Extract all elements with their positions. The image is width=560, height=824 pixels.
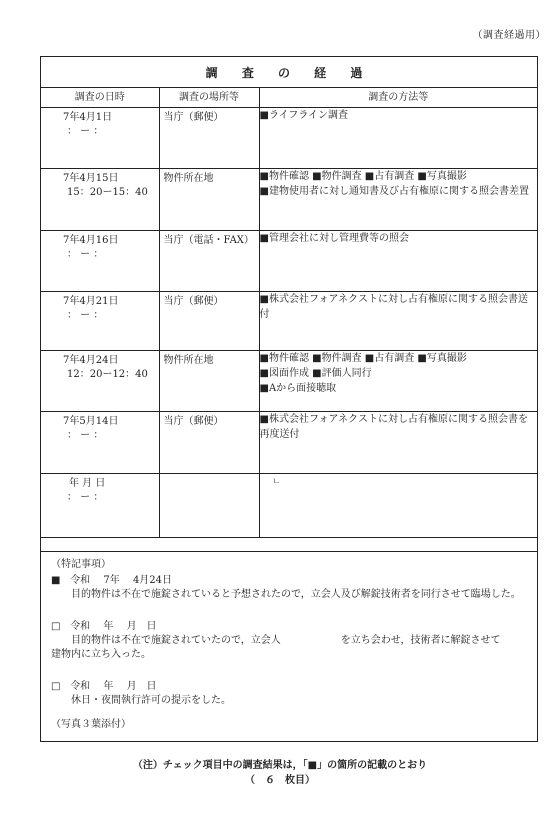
note-text: 目的物件は不在で施錠されていると予想されたので，立会人及び解錠技術者を同行させて臨場した。 [71, 589, 521, 600]
form-type-label: （調査経過用） [472, 30, 546, 41]
note-text: 休日・夜間執行許可の提示をした。 [71, 695, 231, 706]
survey-place: 当庁（郵便） [163, 112, 224, 123]
survey-time: 12：20ー12：40 [67, 369, 148, 380]
survey-date: 7年4月21日 [63, 296, 119, 307]
note-item [51, 680, 527, 708]
table-row [41, 474, 537, 538]
note-era: 令和 [70, 681, 91, 692]
note-era: 令和 [70, 621, 91, 632]
survey-method: ■ライフライン調査 [259, 110, 349, 121]
table-row [41, 351, 537, 412]
notes-heading: （特記事項） [51, 559, 111, 570]
survey-place [160, 474, 259, 477]
checkbox-empty-icon: □ [51, 681, 61, 692]
survey-time: ： ー ： [67, 126, 104, 137]
table-row [41, 292, 537, 351]
header-place: 調査の場所等 [159, 88, 259, 108]
survey-method: ■物件確認 ■物件調査 ■占有調査 ■写真撮影 [259, 353, 467, 364]
survey-time: ： ー ： [67, 310, 104, 321]
checkbox-checked-icon: ■ [51, 575, 61, 586]
note-date: 月 日 [126, 621, 157, 632]
survey-log-table [41, 57, 537, 538]
note-item [51, 574, 527, 602]
survey-date: 年 月 日 [69, 478, 106, 489]
survey-date: 7年4月1日 [63, 112, 113, 123]
survey-method: ■管理会社に対し管理費等の照会 [259, 233, 409, 244]
survey-date: 7年5月14日 [63, 416, 119, 427]
survey-time: 15：20ー15：40 [67, 187, 148, 198]
survey-progress-form [40, 56, 538, 742]
table-row [41, 169, 537, 231]
header-date: 調査の日時 [41, 88, 159, 108]
table-row [41, 231, 537, 292]
survey-method: ■Aから面接聴取 [259, 383, 337, 394]
note-item [51, 620, 527, 662]
page-count: （ ６ 枚目） [245, 775, 315, 786]
survey-place: 物件所在地 [163, 173, 214, 184]
header-method: 調査の方法等 [259, 88, 537, 108]
note-date: 月 日 [126, 681, 157, 692]
survey-place: 当庁（郵便） [163, 296, 224, 307]
survey-method: ■株式会社フォアネクストに対し占有権原に関する照会書を再度送付 [259, 414, 528, 440]
stray-pen-mark: ㄴ [272, 477, 281, 487]
survey-time: ： ー ： [67, 492, 104, 503]
survey-date: 7年4月24日 [63, 355, 119, 366]
note-era: 令和 [70, 575, 91, 586]
table-row [41, 412, 537, 474]
footnote: （注）チェック項目中の調査結果は，「■」の箇所の記載のとおり [132, 760, 428, 771]
special-notes [41, 551, 537, 741]
note-year: 年 [103, 621, 114, 632]
survey-method: ■建物使用者に対し通知書及び占有権原に関する照会書差置 [259, 186, 529, 197]
survey-time: ： ー ： [67, 430, 104, 441]
survey-place: 物件所在地 [163, 355, 214, 366]
note-text-continued: 建物内に立ち入った。 [51, 649, 151, 660]
survey-date: 7年4月16日 [63, 235, 119, 246]
note-year: 7年 [103, 575, 120, 586]
note-year: 年 [103, 681, 114, 692]
survey-method: ■株式会社フォアネクストに対し占有権原に関する照会書送付 [259, 294, 528, 320]
survey-place: 当庁（郵便） [163, 416, 224, 427]
checkbox-empty-icon: □ [51, 621, 61, 632]
table-row [41, 108, 537, 169]
survey-method: ■物件確認 ■物件調査 ■占有調査 ■写真撮影 [259, 171, 467, 182]
note-date: 4月24日 [132, 575, 173, 586]
note-text: 目的物件は不在で施錠されていたので，立会人 を立ち会わせ，技術者に解錠させて [71, 635, 501, 646]
survey-date: 7年4月15日 [63, 173, 119, 184]
survey-place: 当庁（電話・FAX） [163, 235, 254, 246]
photo-attachment-note: （写真３葉添付） [51, 719, 131, 730]
survey-method: ■図面作成 ■評価人同行 [259, 368, 372, 379]
table-title: 調 査 の 経 過 [41, 57, 537, 88]
survey-time: ： ー ： [67, 249, 104, 260]
